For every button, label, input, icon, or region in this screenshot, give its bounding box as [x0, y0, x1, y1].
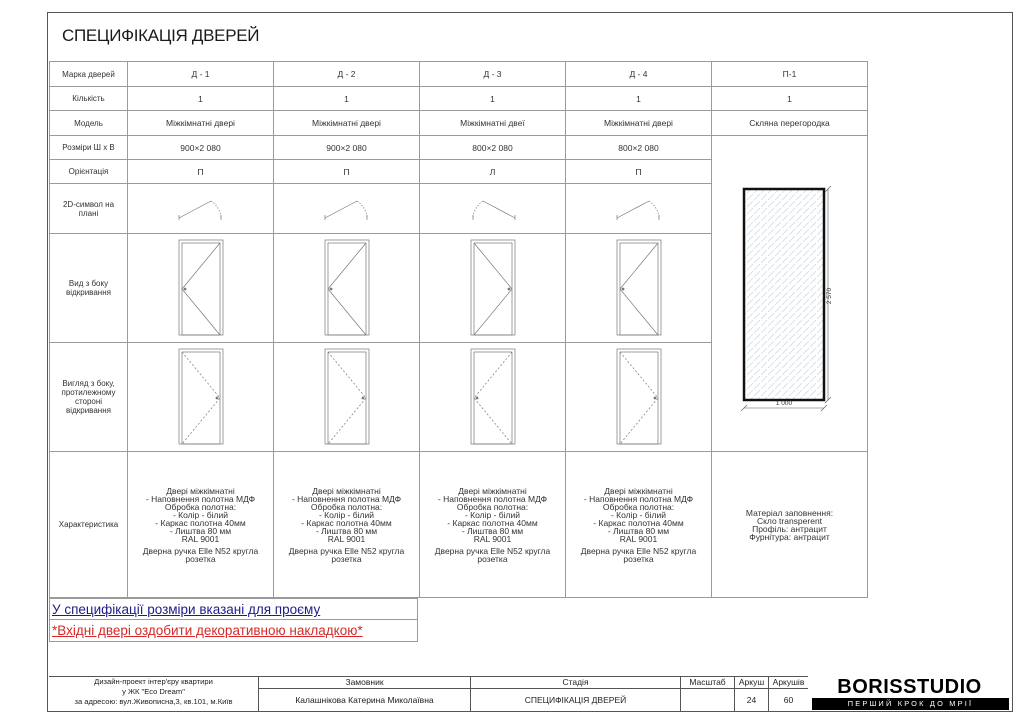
door-back-elevation — [322, 346, 372, 446]
char-line: - Каркас полотна 40мм — [593, 517, 684, 528]
door-model: Міжкімнатні двеї — [420, 111, 566, 136]
char-line: - Наповнення полотна МДФ — [145, 493, 256, 504]
door-model: Міжкімнатні двері — [274, 111, 420, 136]
char-line: - Колір - білий — [172, 509, 229, 520]
plan-symbol-cell — [566, 184, 712, 234]
char-line: - Колір - білий — [464, 509, 521, 520]
door-characteristics — [274, 452, 420, 598]
char-line: Обробка полотна: — [602, 501, 675, 512]
door-elevation — [468, 237, 518, 337]
studio-logo — [808, 676, 1011, 710]
client-header: Замовник — [259, 676, 470, 689]
logo-slogan: ПЕРШИЙ КРОК ДО МРІЇ — [812, 698, 1009, 710]
client-cell — [258, 676, 470, 712]
char-line: - Наповнення полотна МДФ — [291, 493, 402, 504]
project-line: за адресою: вул.Живописна,3, кв.101, м.Київ — [74, 697, 233, 706]
char-handle: Дверна ручка Elle N52 кругла розетка — [580, 545, 697, 564]
project-line: у ЖК "Eco Dream" — [122, 687, 185, 696]
door-mark: Д - 1 — [128, 62, 274, 87]
partition-height-dim: 2 570 — [826, 287, 833, 304]
table-row-qty — [50, 87, 868, 111]
door-qty: 1 — [566, 87, 712, 111]
door-characteristics — [420, 452, 566, 598]
plan-symbol-cell — [274, 184, 420, 234]
door-mark: Д - 3 — [420, 62, 566, 87]
char-line: Двері міжкімнатні — [312, 485, 381, 496]
row-label-qty: Кількість — [50, 87, 128, 111]
stage-header: Стадія — [471, 676, 680, 689]
client-name: Калашнікова Катерина Миколаївна — [295, 695, 434, 705]
door-back-elevation-cell — [420, 343, 566, 452]
project-line: Дизайн-проект інтер'єру квартири — [94, 677, 213, 686]
char-line: - Колір - білий — [318, 509, 375, 520]
project-info — [49, 677, 258, 707]
door-orient: Л — [420, 160, 566, 184]
partition-width-dim: 1 000 — [775, 399, 793, 407]
row-label-char: Характеристика — [50, 452, 128, 598]
char-handle: Дверна ручка Elle N52 кругла розетка — [142, 545, 259, 564]
door-mark: Д - 4 — [566, 62, 712, 87]
sheets-total: 60 — [783, 695, 794, 705]
row-label-view: Вид з боку відкривання — [50, 234, 128, 343]
door-mark: Д - 2 — [274, 62, 420, 87]
door-elevation-cell — [274, 234, 420, 343]
row-label-mark: Марка дверей — [50, 62, 128, 87]
glass-partition-drawing — [712, 138, 866, 450]
door-size: 900×2 080 — [274, 136, 420, 160]
char-line: RAL 9001 — [619, 533, 658, 544]
sheets-header: Аркушів — [769, 676, 808, 689]
sheet-cell — [734, 676, 768, 712]
note-dimensions: У специфікації розміри вказані для проєму — [49, 598, 418, 620]
char-line: RAL 9001 — [327, 533, 366, 544]
door-qty: 1 — [420, 87, 566, 111]
door-orient: П — [128, 160, 274, 184]
partition-model: Скляна перегородка — [712, 111, 868, 136]
door-elevation-cell — [566, 234, 712, 343]
door-model: Міжкімнатні двері — [566, 111, 712, 136]
door-back-elevation — [614, 346, 664, 446]
partition-characteristics — [712, 452, 868, 598]
logo-text: BORISSTUDIO — [837, 676, 982, 698]
sheet-number: 24 — [746, 695, 757, 705]
table-row-model — [50, 111, 868, 136]
char-line: - Каркас полотна 40мм — [155, 517, 246, 528]
door-elevation — [614, 237, 664, 337]
partition-qty: 1 — [712, 87, 868, 111]
sheets-cell — [768, 676, 808, 712]
table-row-size — [50, 136, 868, 160]
door-qty: 1 — [274, 87, 420, 111]
partition-drawing-cell — [712, 136, 868, 452]
table-row-char — [50, 452, 868, 598]
plan-symbol-cell — [420, 184, 566, 234]
row-label-plan: 2D-символ на плані — [50, 184, 128, 234]
door-plan-symbol — [171, 193, 231, 223]
sheet-header: Аркуш — [735, 676, 768, 689]
char-line: Двері міжкімнатні — [604, 485, 673, 496]
char-line: Двері міжкімнатні — [166, 485, 235, 496]
door-back-elevation-cell — [128, 343, 274, 452]
char-line: - Лиштва 80 мм — [315, 525, 378, 536]
door-size: 900×2 080 — [128, 136, 274, 160]
door-spec-table — [49, 61, 868, 598]
scale-header: Масштаб — [681, 676, 734, 689]
door-back-elevation — [176, 346, 226, 446]
door-orient: П — [566, 160, 712, 184]
door-back-elevation — [468, 346, 518, 446]
plan-symbol-cell — [128, 184, 274, 234]
door-plan-symbol — [317, 193, 377, 223]
char-line: Профіль: антрацит — [752, 523, 827, 534]
door-characteristics — [128, 452, 274, 598]
door-orient: П — [274, 160, 420, 184]
row-label-size: Розміри Ш x В — [50, 136, 128, 160]
door-characteristics — [566, 452, 712, 598]
door-plan-symbol — [463, 193, 523, 223]
char-line: - Наповнення полотна МДФ — [583, 493, 694, 504]
char-line: - Лиштва 80 мм — [169, 525, 232, 536]
partition-mark: П-1 — [712, 62, 868, 87]
stage-cell — [470, 676, 680, 712]
door-size: 800×2 080 — [420, 136, 566, 160]
char-line: Обробка полотна: — [164, 501, 237, 512]
char-line: RAL 9001 — [473, 533, 512, 544]
door-size: 800×2 080 — [566, 136, 712, 160]
door-elevation — [322, 237, 372, 337]
char-handle: Дверна ручка Elle N52 кругла розетка — [434, 545, 551, 564]
page-title: СПЕЦИФІКАЦІЯ ДВЕРЕЙ — [62, 26, 260, 45]
door-plan-symbol — [609, 193, 669, 223]
stage-value: СПЕЦИФІКАЦІЯ ДВЕРЕЙ — [524, 695, 627, 705]
char-line: Матеріал заповнення: — [745, 507, 834, 518]
scale-cell — [680, 676, 734, 712]
char-line: - Наповнення полотна МДФ — [437, 493, 548, 504]
char-line: Двері міжкімнатні — [458, 485, 527, 496]
char-line: - Колір - білий — [610, 509, 667, 520]
table-row-mark — [50, 62, 868, 87]
door-back-elevation-cell — [274, 343, 420, 452]
char-line: Фурнітура: антрацит — [749, 531, 830, 542]
char-handle: Дверна ручка Elle N52 кругла розетка — [288, 545, 405, 564]
char-line: RAL 9001 — [181, 533, 220, 544]
char-line: Обробка полотна: — [456, 501, 529, 512]
door-elevation-cell — [128, 234, 274, 343]
row-label-view-back: Вигляд з боку, протилежному стороні відкривання — [50, 343, 128, 452]
note-entrance-door: *Вхідні двері оздобити декоративною накладкою* — [49, 620, 418, 642]
door-back-elevation-cell — [566, 343, 712, 452]
char-line: - Каркас полотна 40мм — [447, 517, 538, 528]
char-line: - Лиштва 80 мм — [607, 525, 670, 536]
door-model: Міжкімнатні двері — [128, 111, 274, 136]
char-line: - Каркас полотна 40мм — [301, 517, 392, 528]
row-label-orient: Орієнтація — [50, 160, 128, 184]
door-qty: 1 — [128, 87, 274, 111]
char-line: - Лиштва 80 мм — [461, 525, 524, 536]
char-line: Скло transperent — [756, 515, 823, 526]
door-elevation — [176, 237, 226, 337]
door-elevation-cell — [420, 234, 566, 343]
row-label-model: Модель — [50, 111, 128, 136]
char-line: Обробка полотна: — [310, 501, 383, 512]
